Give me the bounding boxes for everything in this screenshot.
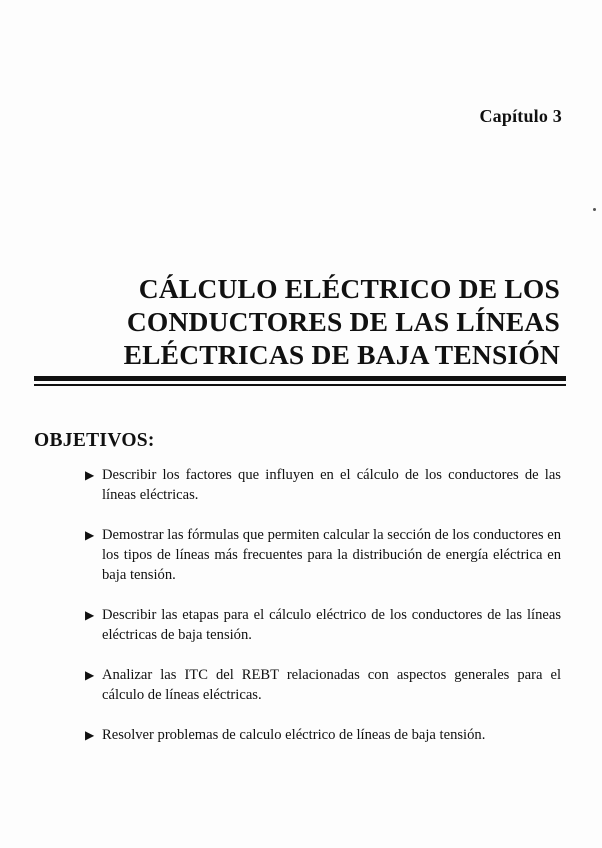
chapter-label: Capítulo 3: [479, 106, 562, 126]
chapter-title-line: ELÉCTRICAS DE BAJA TENSIÓN: [123, 339, 560, 370]
title-rule-thick: [34, 376, 566, 381]
objective-item: [83, 525, 561, 585]
objective-item: [83, 725, 561, 745]
objective-text: Resolver problemas de calculo eléctrico de líneas de baja tensión.: [102, 727, 486, 743]
triangle-right-icon: ▶: [85, 668, 95, 682]
objective-item: [83, 465, 561, 505]
objective-item: [83, 605, 561, 645]
triangle-right-icon: ▶: [85, 608, 95, 622]
objectives-list: [83, 465, 561, 745]
chapter-title: [120, 272, 560, 371]
objectives-heading: OBJETIVOS:: [34, 430, 155, 451]
objective-text: Describir las etapas para el cálculo eléctrico de los conductores de las líneas eléctricas de baja tensión.: [102, 607, 561, 643]
title-rule-thin: [34, 384, 566, 386]
triangle-right-icon: ▶: [85, 468, 95, 482]
objective-item: [83, 665, 561, 705]
triangle-right-icon: ▶: [85, 528, 95, 542]
objective-text: Demostrar las fórmulas que permiten calcular la sección de los conductores en los tipos de líneas más frecuentes para la distribución de energía eléctrica en baja tensión.: [102, 527, 561, 583]
scan-speck: [593, 208, 596, 211]
chapter-title-line: CÁLCULO ELÉCTRICO DE LOS: [138, 273, 560, 304]
chapter-title-line: CONDUCTORES DE LAS LÍNEAS: [126, 306, 560, 337]
objective-text: Analizar las ITC del REBT relacionadas con aspectos generales para el cálculo de líneas eléctricas.: [102, 667, 561, 703]
objective-text: Describir los factores que influyen en el cálculo de los conductores de las líneas eléctricas.: [102, 467, 561, 503]
triangle-right-icon: ▶: [85, 728, 95, 742]
